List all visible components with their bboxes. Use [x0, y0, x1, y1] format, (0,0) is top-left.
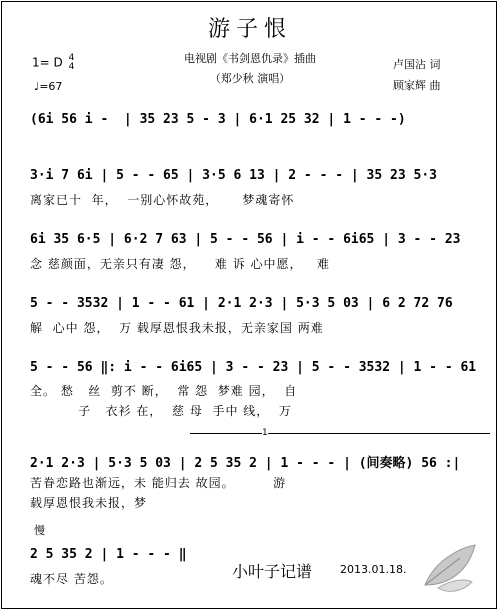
date: 2013.01.18. [340, 563, 407, 576]
notation-row-2: 3·i 7 6i | 5 - - 65 | 3·5 6 13 | 2 - - - | 35 23 5·3 [30, 168, 437, 183]
lyric-row-4: 解 心中 怨， 万 载厚恩恨我未报，无亲家国 两难 [30, 321, 324, 335]
lyric-row-6a: 苦眷恋路也渐远，未 能归去 故园。 游 [30, 476, 287, 490]
volta-number: 1 [262, 428, 268, 438]
time-top: 4 [68, 53, 75, 63]
leaf-icon [420, 540, 480, 595]
time-bottom: 4 [68, 62, 75, 72]
subtitle: 电视剧《书剑恩仇录》插曲 [184, 52, 316, 65]
lyricist: 卢国沾 词 [393, 58, 441, 71]
signature: 小叶子记谱 [232, 562, 313, 581]
lyric-row-7: 魂不尽 苦怨。 [30, 572, 113, 586]
lyric-row-5a: 全。 愁 丝 剪不 断， 常 怨 梦难 园， 自 [30, 384, 298, 398]
key-text: 1= D [32, 55, 63, 70]
volta-bracket [190, 433, 490, 434]
singer: （郑少秋 演唱） [209, 72, 291, 85]
lyric-row-5b: 子 衣衫 在， 慈 母 手中 线， 万 [30, 404, 292, 418]
lyric-row-2: 离家已十 年， 一别心怀故苑， 梦魂寄怀 [30, 193, 295, 207]
lyric-row-6b: 载厚恩恨我未报，梦 [30, 496, 148, 510]
notation-row-1: (6i 56 i - | 35 23 5 - 3 | 6·1 25 32 | 1 - - -) [30, 112, 406, 127]
notation-row-5: 5 - - 56 ‖: i - - 6i65 | 3 - - 23 | 5 - - 3532 | 1 - - 61 [30, 360, 477, 375]
notation-row-4: 5 - - 3532 | 1 - - 61 | 2·1 2·3 | 5·3 5 03 | 6 2 72 76 [30, 296, 453, 311]
notation-row-7: 2 5 35 2 | 1 - - - ‖ [30, 547, 187, 562]
song-title: 游子恨 [207, 17, 292, 42]
notation-row-3: 6i 35 6·5 | 6·2 7 63 | 5 - - 56 | i - - 6i65 | 3 - - 23 [30, 232, 461, 247]
lyric-row-3: 念 慈颜面，无亲只有凄 怨， 难 诉 心中愿， 难 [30, 257, 330, 271]
time-signature [69, 54, 75, 72]
composer: 顾家辉 曲 [393, 79, 441, 92]
key-signature [32, 54, 74, 72]
tempo-mark: ♩=67 [34, 80, 63, 93]
notation-row-6: 2·1 2·3 | 5·3 5 03 | 2 5 35 2 | 1 - - - | (间奏略) 56 :| [30, 456, 461, 471]
slow-mark: 慢 [34, 524, 45, 537]
